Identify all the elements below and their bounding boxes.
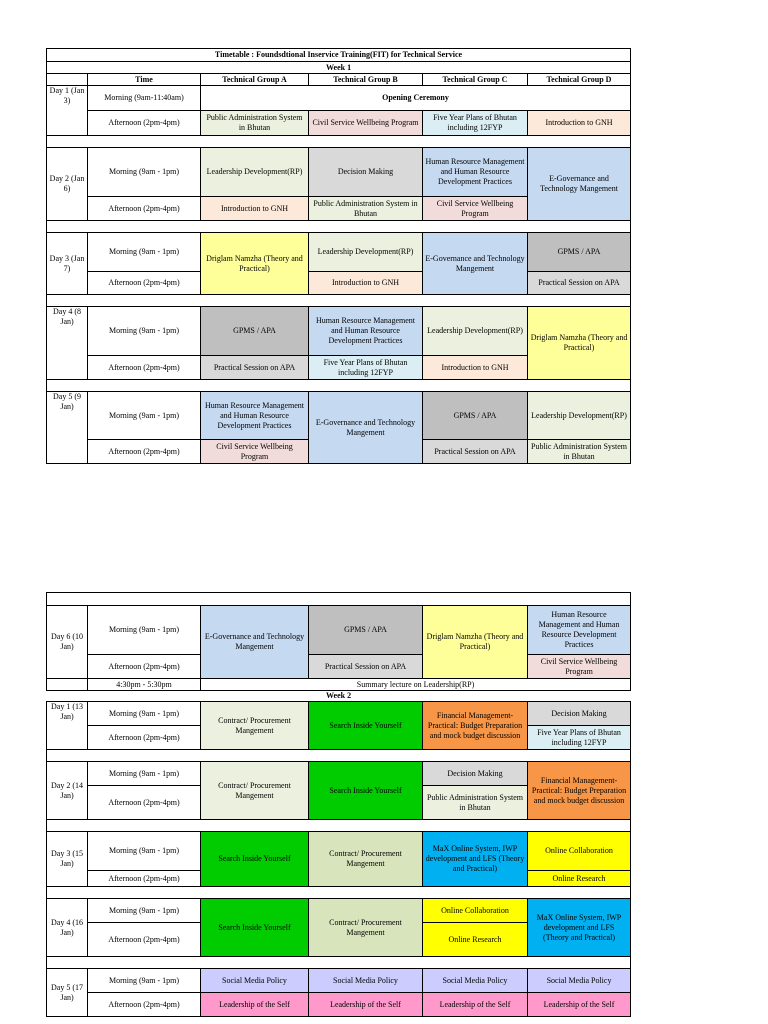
session-cell: MaX Online System, IWP development and LFS (Theory and Practical) xyxy=(528,899,631,957)
timetable-week1 xyxy=(46,48,631,464)
session-cell: Leadership Development(RP) xyxy=(528,392,631,440)
empty-cell xyxy=(47,679,88,691)
session-cell: Introduction to GNH xyxy=(528,111,631,136)
session-cell: E-Governance and Technology Mangement xyxy=(423,233,528,295)
week-label: Week 1 xyxy=(47,62,631,74)
session-cell: Online Collaboration xyxy=(423,899,528,923)
session-cell: Decision Making xyxy=(423,762,528,786)
session-cell: Five Year Plans of Bhutan including 12FYP xyxy=(309,356,423,380)
session-cell: Civil Service Wellbeing Program xyxy=(423,197,528,221)
day-label: Day 2 (Jan 6) xyxy=(47,148,88,221)
time-slot: Afternoon (2pm-4pm) xyxy=(88,356,201,380)
session-cell: Leadership Development(RP) xyxy=(309,233,423,272)
time-slot: Morning (9am - 1pm) xyxy=(88,899,201,923)
session-cell: Summary lecture on Leadership(RP) xyxy=(201,679,631,691)
session-cell: Online Research xyxy=(423,923,528,957)
time-slot: Afternoon (2pm-4pm) xyxy=(88,726,201,750)
time-slot: Afternoon (2pm-4pm) xyxy=(88,440,201,464)
session-cell: Financial Management- Practical: Budget Preparation and mock budget discussion xyxy=(528,762,631,820)
spacer-row xyxy=(47,887,631,899)
session-cell: Decision Making xyxy=(528,702,631,726)
session-cell: Human Resource Management and Human Resource Development Practices xyxy=(423,148,528,197)
time-slot: Afternoon (2pm-4pm) xyxy=(88,993,201,1017)
day-label: Day 3 (Jan 7) xyxy=(47,233,88,295)
session-cell: Opening Ceremony xyxy=(201,86,631,111)
header-group-d: Technical Group D xyxy=(528,74,631,86)
session-cell: Five Year Plans of Bhutan including 12FYP xyxy=(423,111,528,136)
time-slot: Morning (9am - 1pm) xyxy=(88,233,201,272)
header-group-c: Technical Group C xyxy=(423,74,528,86)
session-cell: Introduction to GNH xyxy=(423,356,528,380)
session-cell: Online Research xyxy=(528,871,631,887)
session-cell: Practical Session on APA xyxy=(528,272,631,295)
time-slot: Morning (9am - 1pm) xyxy=(88,606,201,655)
day-label: Day 3 (15 Jan) xyxy=(47,832,88,887)
time-slot: 4:30pm - 5:30pm xyxy=(88,679,201,691)
session-cell: Civil Service Wellbeing Program xyxy=(309,111,423,136)
time-slot: Afternoon (2pm-4pm) xyxy=(88,197,201,221)
session-cell: Search Inside Yourself xyxy=(201,899,309,957)
header-group-b: Technical Group B xyxy=(309,74,423,86)
session-cell: Human Resource Management and Human Resource Development Practices xyxy=(201,392,309,440)
session-cell: Online Collaboration xyxy=(528,832,631,871)
timetable-title: Timetable : Foundsdtional Inservice Training(FIT) for Technical Service xyxy=(47,49,631,62)
spacer-row xyxy=(47,221,631,233)
session-cell: Leadership of the Self xyxy=(309,993,423,1017)
session-cell: Leadership of the Self xyxy=(201,993,309,1017)
time-slot: Afternoon (2pm-4pm) xyxy=(88,871,201,887)
header-group-a: Technical Group A xyxy=(201,74,309,86)
session-cell: Human Resource Management and Human Resource Development Practices xyxy=(309,307,423,356)
session-cell: Practical Session on APA xyxy=(423,440,528,464)
time-slot: Morning (9am - 1pm) xyxy=(88,392,201,440)
session-cell: Social Media Policy xyxy=(309,969,423,993)
session-cell: Public Administration System in Bhutan xyxy=(309,197,423,221)
spacer-row xyxy=(47,750,631,762)
session-cell: Driglam Namzha (Theory and Practical) xyxy=(528,307,631,380)
session-cell: Contract/ Procurement Mangement xyxy=(201,702,309,750)
time-slot: Afternoon (2pm-4pm) xyxy=(88,923,201,957)
day-label: Day 4 (16 Jan) xyxy=(47,899,88,957)
session-cell: Introduction to GNH xyxy=(201,197,309,221)
session-cell: Five Year Plans of Bhutan including 12FYP xyxy=(528,726,631,750)
time-slot: Morning (9am - 1pm) xyxy=(88,832,201,871)
session-cell: Decision Making xyxy=(309,148,423,197)
session-cell: Social Media Policy xyxy=(423,969,528,993)
session-cell: Driglam Namzha (Theory and Practical) xyxy=(201,233,309,295)
session-cell: Practical Session on APA xyxy=(201,356,309,380)
session-cell: MaX Online System, IWP development and LFS (Theory and Practical) xyxy=(423,832,528,887)
time-slot: Morning (9am - 1pm) xyxy=(88,148,201,197)
session-cell: Social Media Policy xyxy=(528,969,631,993)
day-label: Day 1 (13 Jan) xyxy=(47,702,88,750)
timetable-week2 xyxy=(46,592,631,1017)
session-cell: Contract/ Procurement Mangement xyxy=(201,762,309,820)
day-label: Day 6 (10 Jan) xyxy=(47,606,88,679)
day-label: Day 5 (17 Jan) xyxy=(47,969,88,1017)
spacer-row xyxy=(47,295,631,307)
spacer-row xyxy=(47,136,631,148)
session-cell: Introduction to GNH xyxy=(309,272,423,295)
session-cell: Leadership of the Self xyxy=(528,993,631,1017)
session-cell: GPMS / APA xyxy=(423,392,528,440)
header-day xyxy=(47,74,88,86)
spacer-row xyxy=(47,380,631,392)
session-cell: E-Governance and Technology Mangement xyxy=(201,606,309,679)
spacer-row xyxy=(47,593,631,606)
session-cell: E-Governance and Technology Mangement xyxy=(309,392,423,464)
session-cell: Civil Service Wellbeing Program xyxy=(528,655,631,679)
session-cell: Financial Management- Practical: Budget Preparation and mock budget discussion xyxy=(423,702,528,750)
spacer-row xyxy=(47,820,631,832)
time-slot: Afternoon (2pm-4pm) xyxy=(88,111,201,136)
spacer-row xyxy=(47,957,631,969)
time-slot: Morning (9am - 1pm) xyxy=(88,762,201,786)
session-cell: Social Media Policy xyxy=(201,969,309,993)
session-cell: Contract/ Procurement Mangement xyxy=(309,899,423,957)
session-cell: Public Administration System in Bhutan xyxy=(201,111,309,136)
day-label: Day 1 (Jan 3) xyxy=(47,86,88,136)
week-label: Week 2 xyxy=(47,691,631,702)
session-cell: GPMS / APA xyxy=(309,606,423,655)
session-cell: GPMS / APA xyxy=(528,233,631,272)
time-slot: Morning (9am - 1pm) xyxy=(88,969,201,993)
session-cell: Public Administration System in Bhutan xyxy=(423,786,528,820)
day-label: Day 4 (8 Jan) xyxy=(47,307,88,380)
session-cell: Public Administration System in Bhutan xyxy=(528,440,631,464)
session-cell: Leadership Development(RP) xyxy=(201,148,309,197)
session-cell: Civil Service Wellbeing Program xyxy=(201,440,309,464)
time-slot: Morning (9am-11:40am) xyxy=(88,86,201,111)
session-cell: Human Resource Management and Human Resource Development Practices xyxy=(528,606,631,655)
session-cell: Driglam Namzha (Theory and Practical) xyxy=(423,606,528,679)
time-slot: Morning (9am - 1pm) xyxy=(88,307,201,356)
session-cell: E-Governance and Technology Mangement xyxy=(528,148,631,221)
time-slot: Afternoon (2pm-4pm) xyxy=(88,786,201,820)
session-cell: Contract/ Procurement Mangement xyxy=(309,832,423,887)
time-slot: Morning (9am - 1pm) xyxy=(88,702,201,726)
header-time: Time xyxy=(88,74,201,86)
session-cell: Leadership Development(RP) xyxy=(423,307,528,356)
session-cell: Search Inside Yourself xyxy=(201,832,309,887)
day-label: Day 2 (14 Jan) xyxy=(47,762,88,820)
session-cell: Search Inside Yourself xyxy=(309,702,423,750)
time-slot: Afternoon (2pm-4pm) xyxy=(88,655,201,679)
time-slot: Afternoon (2pm-4pm) xyxy=(88,272,201,295)
session-cell: Practical Session on APA xyxy=(309,655,423,679)
session-cell: Search Inside Yourself xyxy=(309,762,423,820)
day-label: Day 5 (9 Jan) xyxy=(47,392,88,464)
session-cell: Leadership of the Self xyxy=(423,993,528,1017)
session-cell: GPMS / APA xyxy=(201,307,309,356)
